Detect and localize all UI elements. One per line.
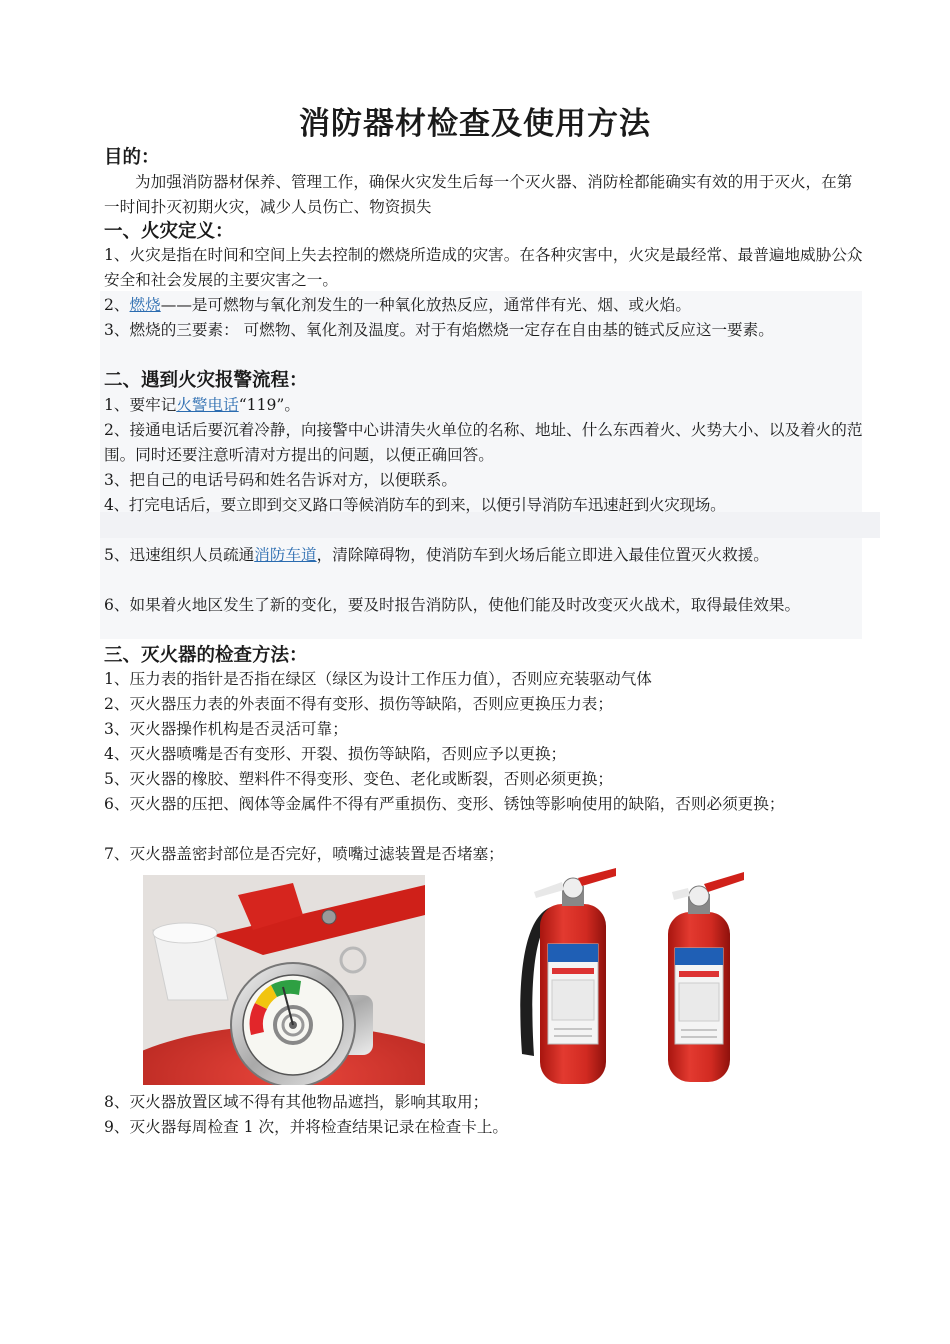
- combustion-link[interactable]: 燃烧: [129, 296, 161, 314]
- section2-p1: [104, 393, 864, 418]
- fire-phone-link[interactable]: 火警电话: [176, 396, 239, 414]
- extinguishers-illustration: [512, 864, 748, 1088]
- check-item: 4、灭火器喷嘴是否有变形、开裂、损伤等缺陷，否则应予以更换；: [104, 745, 567, 763]
- check-item: 8、灭火器放置区域不得有其他物品遮挡，影响其取用；: [104, 1093, 489, 1111]
- section2-p6: 6、如果着火地区发生了新的变化，要及时报告消防队，使他们能及时改变灭火战术，取得最佳效果。: [104, 596, 801, 614]
- check-item: 6、灭火器的压把、阀体等金属件不得有严重损伤、变形、锈蚀等影响使用的缺陷，否则必须更换；: [104, 795, 785, 813]
- section1-p2: [104, 293, 864, 318]
- section2-p5-prefix: 5、迅速组织人员疏通: [104, 546, 255, 564]
- section2-p4: 4、打完电话后，要立即到交叉路口等候消防车的到来，以便引导消防车迅速赶到火灾现场。: [104, 496, 726, 514]
- extinguishers-photo: [512, 864, 748, 1088]
- section2-p2: 2、接通电话后要沉着冷静，向接警中心讲清失火单位的名称、地址、什么东西着火、火势大小、以及着火的范围。同时还要注意听清对方提出的问题，以便正确回答。: [104, 421, 863, 464]
- section1-p1: 1、火灾是指在时间和空间上失去控制的燃烧所造成的灾害。在各种灾害中，火灾是最经常、最普遍地威胁公众安全和社会发展的主要灾害之一。: [104, 246, 863, 289]
- section2-p3: 3、把自己的电话号码和姓名告诉对方，以便联系。: [104, 471, 457, 489]
- pressure-gauge-photo: [143, 875, 425, 1085]
- check-item: 2、灭火器压力表的外表面不得有变形、损伤等缺陷，否则应更换压力表；: [104, 695, 613, 713]
- purpose-heading: 目的：: [104, 147, 160, 168]
- check-item: 7、灭火器盖密封部位是否完好，喷嘴过滤装置是否堵塞；: [104, 845, 504, 863]
- check-item: 3、灭火器操作机构是否灵活可靠；: [104, 720, 348, 738]
- page-title: 消防器材检查及使用方法: [299, 106, 651, 142]
- check-item: 9、灭火器每周检查 1 次，并将检查结果记录在检查卡上。: [104, 1118, 509, 1136]
- purpose-text: 为加强消防器材保养、管理工作，确保火灾发生后每一个灭火器、消防栓都能确实有效的用于灭火，在第一时间扑灭初期火灾，减少人员伤亡、物资损失: [104, 173, 853, 216]
- section2-p5: [104, 543, 864, 568]
- section2-p1-rest: “119”。: [238, 396, 300, 414]
- section2-heading: 二、遇到火灾报警流程：: [104, 370, 308, 391]
- check-item: 5、灭火器的橡胶、塑料件不得变形、变色、老化或断裂，否则必须更换；: [104, 770, 613, 788]
- section1-p2-prefix: 2、: [104, 296, 130, 314]
- section1-p3: 3、燃烧的三要素： 可燃物、氧化剂及温度。对于有焰燃烧一定存在自由基的链式反应这一要素。: [104, 321, 774, 339]
- section2-p5-rest: ，清除障碍物，使消防车到火场后能立即进入最佳位置灭火救援。: [316, 546, 769, 564]
- section1-p2-rest: ——是可燃物与氧化剂发生的一种氧化放热反应，通常伴有光、烟、或火焰。: [160, 296, 691, 314]
- fire-lane-link[interactable]: 消防车道: [254, 546, 317, 564]
- check-item: 1、压力表的指针是否指在绿区（绿区为设计工作压力值），否则应充装驱动气体: [104, 670, 652, 688]
- section1-heading: 一、火灾定义：: [104, 221, 234, 242]
- section2-p1-prefix: 1、要牢记: [104, 396, 177, 414]
- pressure-gauge-illustration: [143, 875, 425, 1085]
- section3-heading: 三、灭火器的检查方法：: [104, 645, 308, 666]
